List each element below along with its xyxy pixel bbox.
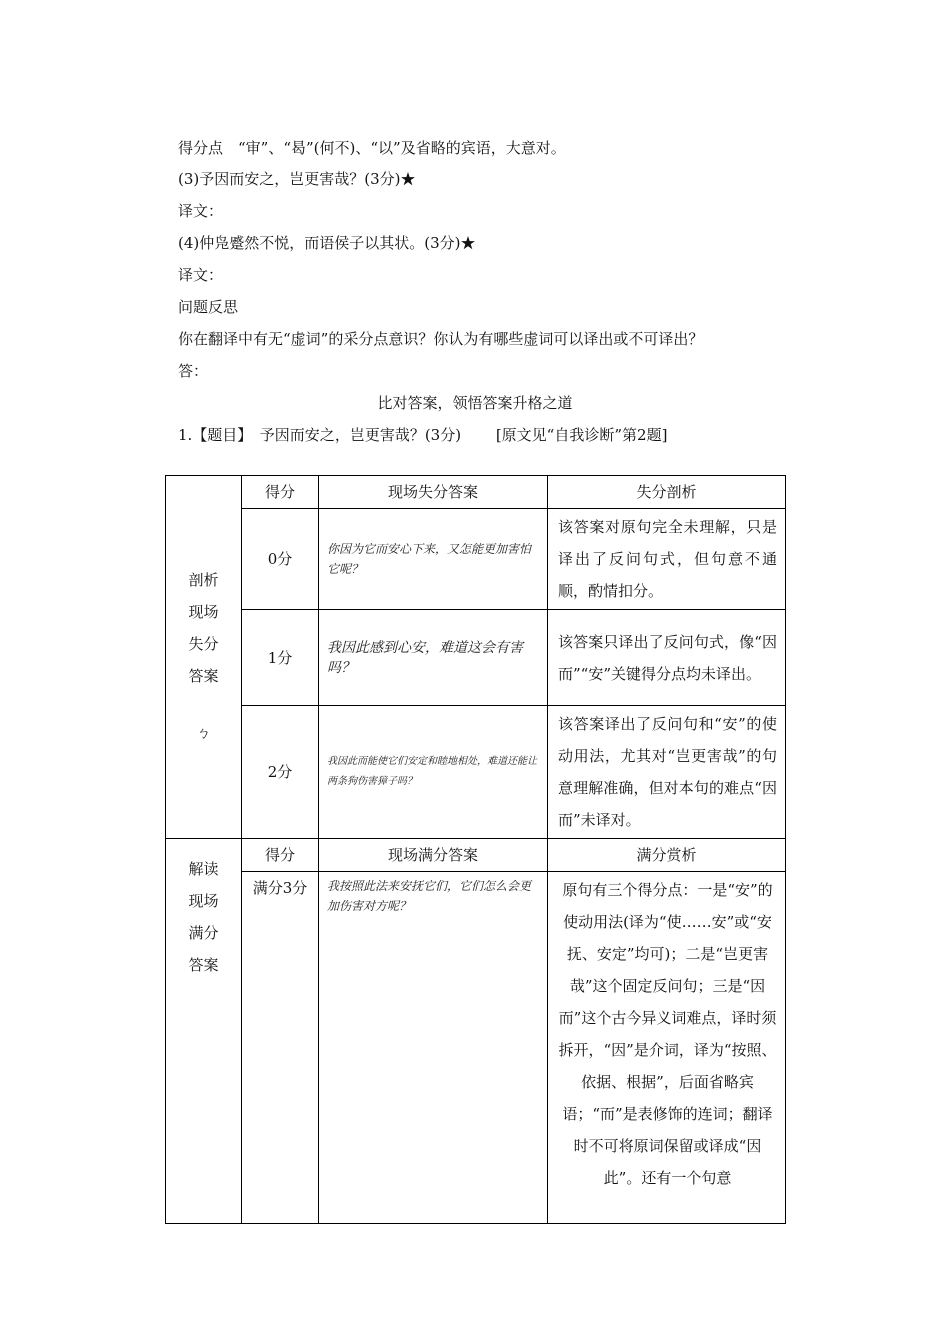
analysis-cell: 该答案对原句完全未理解，只是译出了反问句式，但句意不通顺，酌情扣分。 (548, 509, 786, 610)
reflection-heading: 问题反思 (178, 298, 239, 316)
col-header-analysis: 满分赏析 (548, 839, 786, 872)
analysis-table (165, 475, 786, 1224)
col-header-score: 得分 (242, 476, 319, 509)
stray-mark: ㄅ (196, 726, 211, 742)
reflection-question: 你在翻译中有无“虚词”的采分点意识？你认为有哪些虚词可以译出或不可译出？ (178, 330, 704, 348)
col-header-answer: 现场失分答案 (319, 476, 548, 509)
table-row (166, 706, 786, 839)
col-header-score: 得分 (242, 839, 319, 872)
section-label-lost-points: 剖析现场失分答案 ㄅ (166, 476, 242, 839)
question-line: 1.【题目】 予因而安之，岂更害哉？(3分) [原文见“自我诊断”第2题] (178, 426, 668, 444)
table-row (166, 872, 786, 1224)
analysis-cell: 该答案只译出了反问句式，像“因而”“安”关键得分点均未译出。 (548, 610, 786, 706)
score-cell: 1分 (242, 610, 319, 706)
table-header-row-2 (166, 839, 786, 872)
table-row (166, 509, 786, 610)
handwritten-answer: 你因为它而安心下来，又怎能更加害怕它呢？ (319, 509, 548, 610)
compare-heading: 比对答案，领悟答案升格之道 (377, 394, 573, 412)
translation-label-3: 译文： (178, 202, 224, 220)
score-cell: 2分 (242, 706, 319, 839)
translation-label-4: 译文： (178, 266, 224, 284)
section-label-full-marks: 解读现场满分答案 (166, 839, 242, 1224)
score-cell: 0分 (242, 509, 319, 610)
answer-label: 答： (178, 362, 209, 380)
question-3-line: (3)予因而安之，岂更害哉？(3分)★ (178, 170, 416, 188)
handwritten-full-answer: 我按照此法来安抚它们，它们怎么会更加伤害对方呢？ (319, 872, 548, 1224)
scoring-points-line: 得分点 “审”、“曷”(何不)、“以”及省略的宾语，大意对。 (178, 139, 566, 157)
col-header-answer: 现场满分答案 (319, 839, 548, 872)
handwritten-answer: 我因此而能使它们安定和睦地相处，难道还能让两条狗伤害獐子吗？ (319, 706, 548, 839)
full-score-cell: 满分3分 (242, 872, 319, 1224)
table-header-row-1 (166, 476, 786, 509)
full-marks-analysis: 原句有三个得分点：一是“安”的使动用法(译为“使……安”或“安抚、安定”均可)；二是“岂更害哉”这个固定反问句；三是“因而”这个古今异义词难点，译时须拆开，“因”是介词，译为“按照、依据、根据”，后面省略宾语；“而”是表修饰的连词；翻译时不可将原词保留或译成“因此”。还有一个句意 (548, 872, 786, 1224)
question-4-line: (4)仲凫蹙然不悦，而语侯子以其状。(3分)★ (178, 234, 476, 252)
col-header-analysis: 失分剖析 (548, 476, 786, 509)
handwritten-answer: 我因此感到心安，难道这会有害吗？ (319, 610, 548, 706)
analysis-cell: 该答案译出了反问句和“安”的使动用法，尤其对“岂更害哉”的句意理解准确，但对本句的难点“因而”未译对。 (548, 706, 786, 839)
table-row (166, 610, 786, 706)
